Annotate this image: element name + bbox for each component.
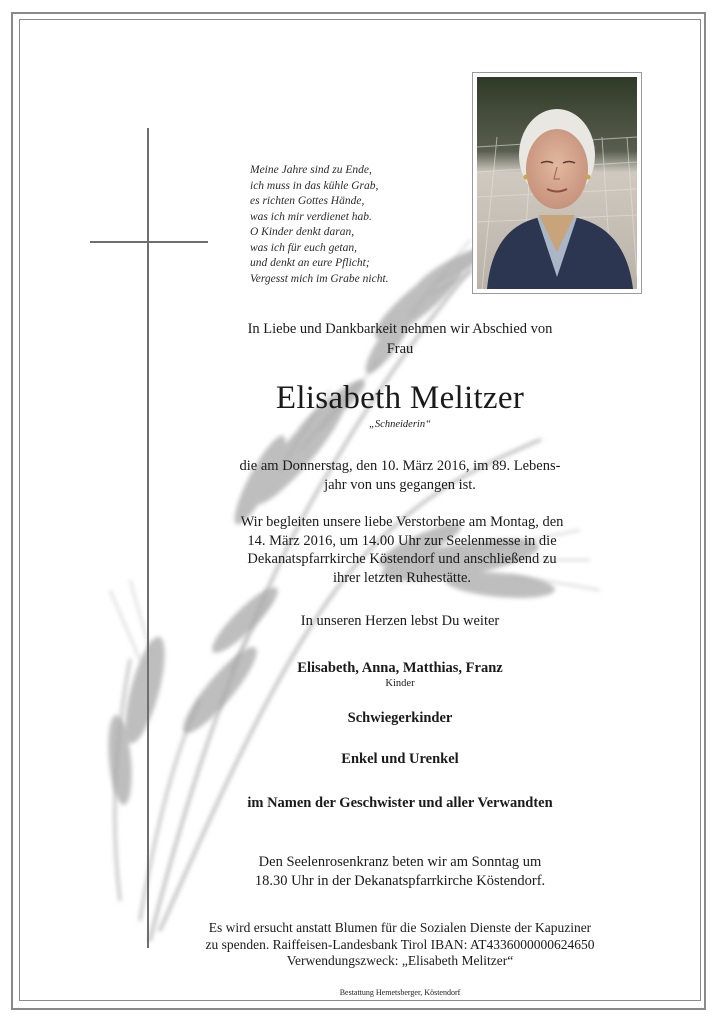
poem-line: Vergesst mich im Grabe nicht. <box>250 272 389 285</box>
portrait-photo <box>472 72 642 294</box>
children-label: Kinder <box>385 678 415 689</box>
poem-line: es richten Gottes Hände, <box>250 195 365 207</box>
funeral-line: Wir begleiten unsere liebe Verstorbene am Montag, den <box>240 514 564 530</box>
relatives: im Namen der Geschwister und aller Verwandten <box>247 795 553 811</box>
poem-line: was ich mir verdienet hab. <box>250 210 372 223</box>
funeral-home-footer: Bestattung Hemetsberger, Köstendorf <box>339 988 461 997</box>
cross-horizontal-bar <box>90 241 208 243</box>
intro-salutation: Frau <box>386 341 414 357</box>
children-names: Elisabeth, Anna, Matthias, Franz <box>297 660 503 676</box>
grandchildren: Enkel und Urenkel <box>341 751 459 767</box>
cross-vertical-bar <box>147 128 149 948</box>
poem-line: und denkt an eure Pflicht; <box>250 257 370 269</box>
death-notice-line: die am Donnerstag, den 10. März 2016, im 89. Lebens- <box>239 458 561 474</box>
donation-line: Verwendungszweck: „Elisabeth Melitzer“ <box>286 953 514 968</box>
poem-line: ich muss in das kühle Grab, <box>250 179 379 192</box>
donation-line: Es wird ersucht anstatt Blumen für die Sozialen Dienste der Kapuziner <box>208 920 592 935</box>
rosary-notice <box>160 853 640 890</box>
heart-line: In unseren Herzen lebst Du weiter <box>300 613 500 629</box>
death-notice-line: jahr von uns gegangen ist. <box>324 476 476 493</box>
in-laws: Schwiegerkinder <box>347 710 453 726</box>
donation-line: zu spenden. Raiffeisen-Landesbank Tirol IBAN: AT4336000000624650 <box>205 936 595 952</box>
rosary-line: Den Seelenrosenkranz beten wir am Sonntag um <box>258 854 542 870</box>
farewell-intro <box>160 319 640 359</box>
rosary-line: 18.30 Uhr in der Dekanatspfarrkirche Köstendorf. <box>254 872 546 889</box>
deceased-name: Elisabeth Melitzer <box>275 380 525 416</box>
poem-line: was ich für euch getan, <box>250 241 357 254</box>
funeral-line: Dekanatspfarrkirche Köstendorf und anschließend zu <box>247 551 557 567</box>
portrait-image-icon <box>477 77 637 289</box>
funeral-line: ihrer letzten Ruhestätte. <box>332 569 472 586</box>
donation-notice <box>150 920 650 970</box>
intro-line: In Liebe und Dankbarkeit nehmen wir Abschied von <box>247 321 553 337</box>
death-notice <box>160 457 640 494</box>
deceased-nickname: „Schneiderin“ <box>369 419 431 430</box>
funeral-details <box>215 513 589 587</box>
funeral-line: 14. März 2016, um 14.00 Uhr zur Seelenmesse in die <box>247 532 557 549</box>
poem <box>250 163 470 287</box>
poem-line: O Kinder denkt daran, <box>250 226 355 238</box>
poem-line: Meine Jahre sind zu Ende, <box>250 164 372 176</box>
